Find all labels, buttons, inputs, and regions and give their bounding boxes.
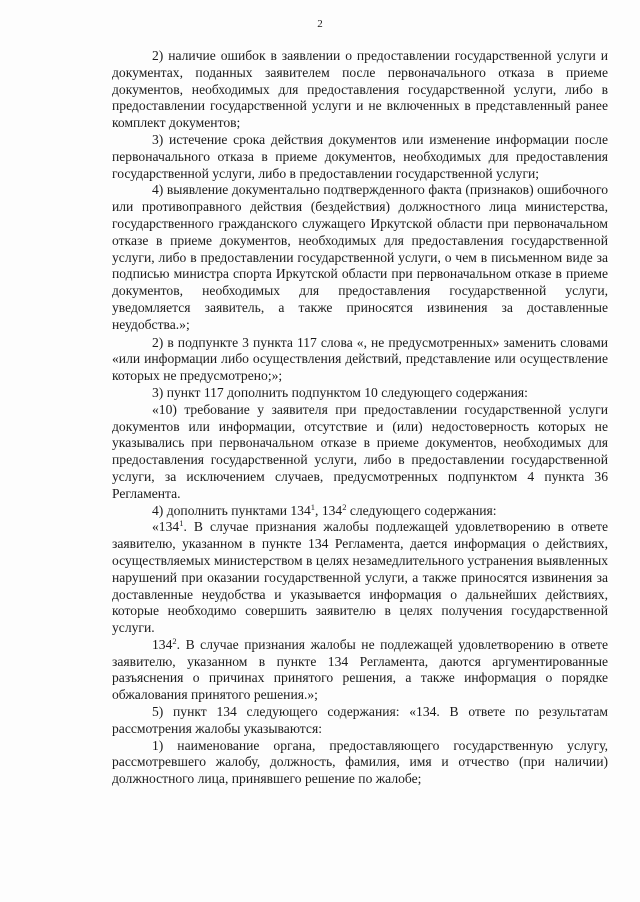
paragraph-answer-item-1: 1) наименование органа, предоставляющего государственную услугу, рассмотревшего жалобу, должность, фамилия, имя и отчество (при наличии) должностного лица, принявшего решение по жалобе; — [112, 737, 608, 787]
paragraph-subpoint-10: «10) требование у заявителя при предоставлении государственной услуги документов или информации, отсутствие и (или) недостоверность которых не указывались при первоначальном отказе в приеме документов, необходимых для предоставления государственной услуги, либо в предоставлении государственной услуги, за исключением случаев, предусмотренных подпунктом 4 пункта 36 Регламента. — [112, 401, 608, 501]
paragraph-condition-2: 2) наличие ошибок в заявлении о предоставлении государственной услуги и документах, поданных заявителем после первоначального отказа в приеме документов, необходимых для предоставления государственной услуги, либо в предоставлении государственной услуги и не включенных в представленный ранее комплект документов; — [112, 48, 608, 131]
paragraph-amendment-4: 4) дополнить пунктами $134^1$, $134^2$ следующего содержания: — [152, 501, 497, 518]
paragraph-point-134-2: $134^2$. В случае признания жалобы не подлежащей удовлетворению в ответе заявителю, указанном в пункте 134 Регламента, даются аргументированные разъяснения о причинах принятого решения, а также информация о порядке обжалования принятого решения.»; — [112, 635, 608, 703]
document-body — [112, 48, 608, 788]
paragraph-point-134-1: «$134^1$. В случае признания жалобы подлежащей удовлетворению в ответе заявителю, указанном в пункте 134 Регламента, дается информация о действиях, осуществляемых министерством в целях незамедлительного устранения выявленных нарушений при оказании государственной услуги, а также приносятся извинения за доставленные неудобства и указывается информация о дальнейших действиях, которые необходимо совершить заявителю в целях получения государственной услуги. — [112, 518, 608, 636]
paragraph-condition-4: 4) выявление документально подтвержденного факта (признаков) ошибочного или противоправного действия (бездействия) должностного лица министерства, государственного гражданского служащего Иркутской области при первоначальном отказе в приеме документов, необходимых для предоставления государственной услуги, либо в предоставлении государственной услуги, о чем в письменном виде за подписью министра спорта Иркутской области при первоначальном отказе в приеме документов, необходимых для предоставления государственной услуги, уведомляется заявитель, а также приносятся извинения за доставленные неудобства.»; — [112, 182, 608, 332]
paragraph-amendment-2: 2) в подпункте 3 пункта 117 слова «, не предусмотренных» заменить словами «или информации либо осуществления действий, представление или осуществление которых не предусмотрено;»; — [112, 334, 608, 384]
paragraph-condition-3: 3) истечение срока действия документов или изменение информации после первоначального отказа в приеме документов, необходимых для предоставления государственной услуги, либо в предоставлении государственной услуги; — [112, 131, 608, 181]
page-number: 2 — [317, 18, 323, 30]
paragraph-amendment-3: 3) пункт 117 дополнить подпунктом 10 следующего содержания: — [152, 384, 528, 400]
paragraph-amendment-5: 5) пункт 134 следующего содержания: «134. В ответе по результатам рассмотрения жалобы указываются: — [112, 704, 608, 736]
